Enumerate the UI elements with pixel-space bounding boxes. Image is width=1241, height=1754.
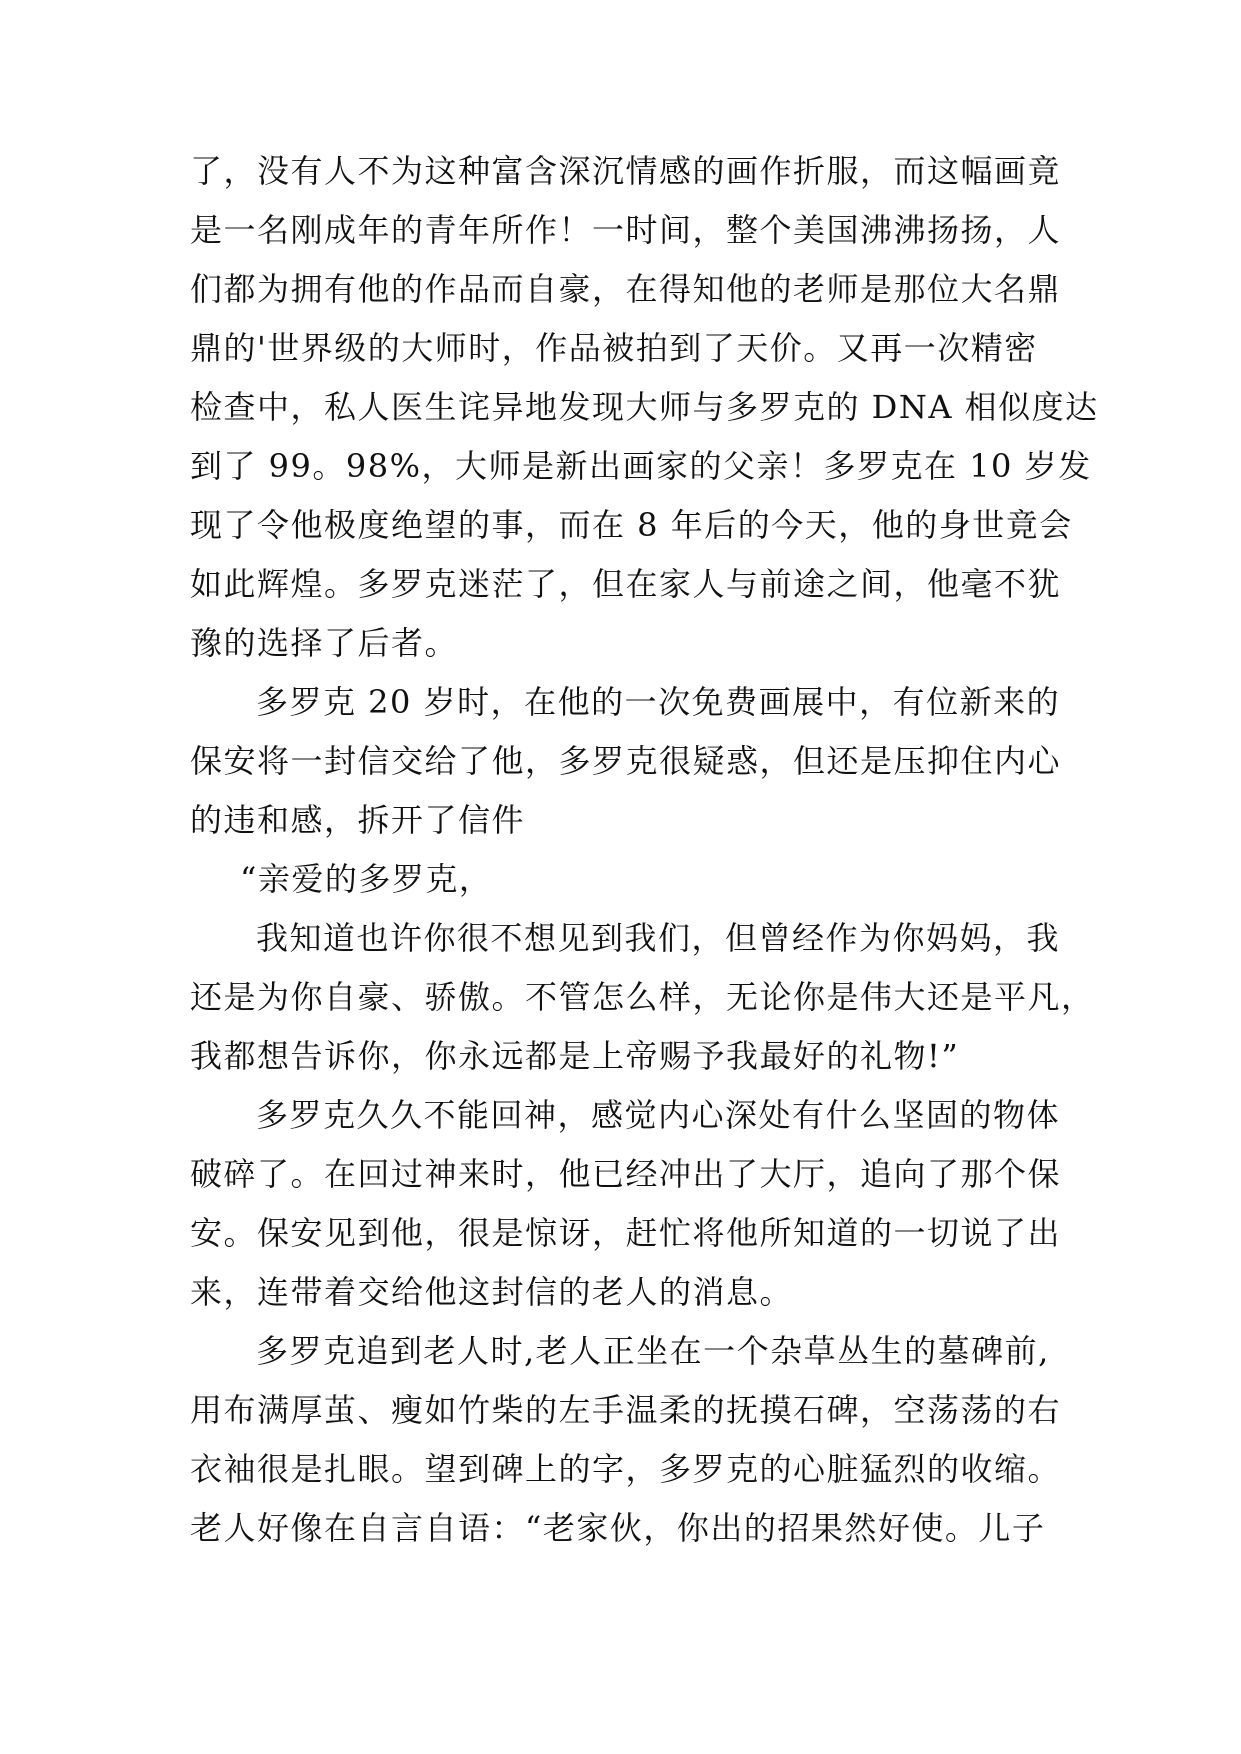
paragraph-first-line: 我知道也许你很不想见到我们，但曾经作为你妈妈，我: [256, 919, 1061, 957]
letter-salutation: “亲爱的多罗克，: [240, 860, 493, 898]
text-line: 到了 99。98%，大师是新出画家的父亲！多罗克在 10 岁发: [190, 447, 1092, 485]
text-line: 如此辉煌。多罗克迷茫了，但在家人与前途之间，他毫不犹: [190, 565, 1062, 603]
paragraph-first-line: 多罗克 20 岁时，在他的一次免费画展中，有位新来的: [256, 683, 1061, 721]
text-line: 检查中，私人医生诧异地发现大师与多罗克的 DNA 相似度达: [190, 388, 1099, 426]
text-line: 安。保安见到他，很是惊讶，赶忙将他所知道的一切说了出: [190, 1214, 1062, 1252]
text-line: 鼎的'世界级的大师时，作品被拍到了天价。又再一次精密: [190, 329, 1038, 367]
text-line: 我都想告诉你，你永远都是上帝赐予我最好的礼物!”: [190, 1037, 960, 1075]
text-line: 是一名刚成年的青年所作！一时间，整个美国沸沸扬扬，人: [190, 211, 1062, 249]
text-line: 现了令他极度绝望的事，而在 8 年后的今天，他的身世竟会: [190, 506, 1073, 544]
text-line: 的违和感，拆开了信件: [190, 801, 526, 839]
text-line: 还是为你自豪、骄傲。不管怎么样，无论你是伟大还是平凡，: [190, 978, 1095, 1016]
paragraph-first-line: 多罗克久久不能回神，感觉内心深处有什么坚固的物体: [256, 1096, 1061, 1134]
body-text: [190, 142, 1099, 1558]
text-line: 老人好像在自言自语：“老家伙，你出的招果然好使。儿子: [190, 1509, 1046, 1547]
paragraph-first-line: 多罗克追到老人时,老人正坐在一个杂草丛生的墓碑前,: [256, 1332, 1050, 1370]
text-line: 保安将一封信交给了他，多罗克很疑惑，但还是压抑住内心: [190, 742, 1062, 780]
text-line: 们都为拥有他的作品而自豪，在得知他的老师是那位大名鼎: [190, 270, 1062, 308]
text-line: 衣袖很是扎眼。望到碑上的字，多罗克的心脏猛烈的收缩。: [190, 1450, 1062, 1488]
text-line: 破碎了。在回过神来时，他已经冲出了大厅，追向了那个保: [190, 1155, 1062, 1193]
text-line: 用布满厚茧、瘦如竹柴的左手温柔的抚摸石碑，空荡荡的右: [190, 1391, 1062, 1429]
text-line: 了，没有人不为这种富含深沉情感的画作折服，而这幅画竟: [190, 152, 1062, 190]
text-line: 豫的选择了后者。: [190, 624, 459, 662]
text-line: 来，连带着交给他这封信的老人的消息。: [190, 1273, 794, 1311]
